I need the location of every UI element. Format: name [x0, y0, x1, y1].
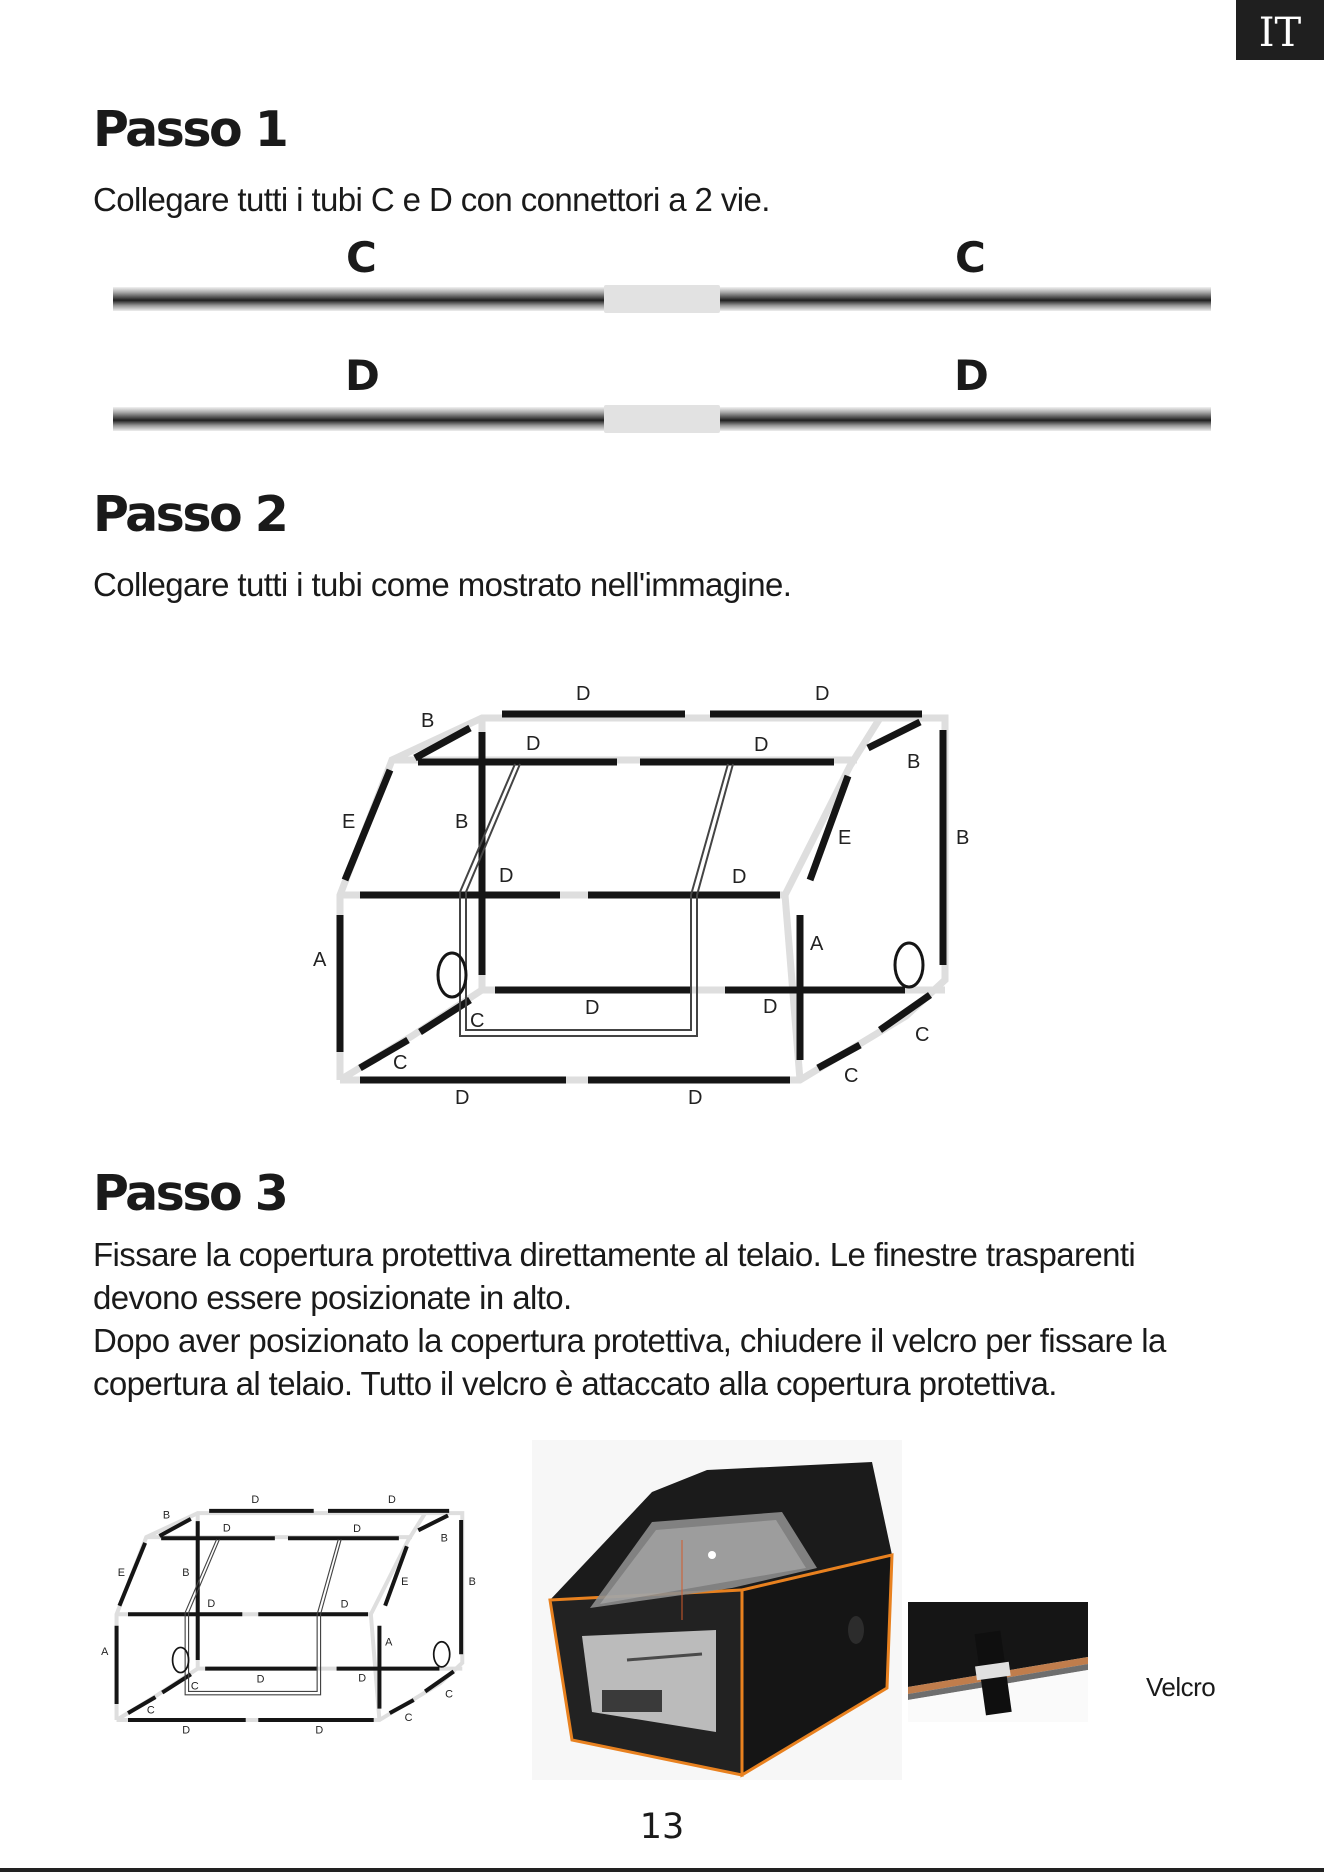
- diagram-label-c: C: [393, 1052, 408, 1074]
- diagram-label-d: D: [763, 996, 778, 1018]
- bottom-rule: [0, 1868, 1324, 1872]
- tube-label-c-right: C: [955, 233, 986, 282]
- diagram-label-c: C: [146, 1704, 155, 1717]
- diagram-label-d: D: [340, 1598, 349, 1611]
- language-badge: IT: [1236, 0, 1324, 60]
- step3-text-line: Fissare la copertura protettiva direttamente al telaio. Le finestre trasparenti: [93, 1236, 1136, 1273]
- frame-diagram-small: [88, 1490, 488, 1750]
- velcro-closeup-photo: [908, 1602, 1088, 1722]
- diagram-label-d: D: [207, 1597, 216, 1610]
- diagram-label-d: D: [455, 1087, 470, 1109]
- step3-text-line: Dopo aver posizionato la copertura protettiva, chiudere il velcro per fissare la: [93, 1322, 1166, 1359]
- diagram-label-d: D: [251, 1493, 260, 1506]
- tube-label-d-left: D: [345, 351, 380, 400]
- diagram-label-d: D: [358, 1672, 367, 1685]
- diagram-label-e: E: [838, 827, 852, 849]
- diagram-label-c: C: [445, 1688, 453, 1701]
- step1-title: Passo 1: [93, 101, 287, 158]
- diagram-label-d: D: [387, 1493, 396, 1506]
- enclosure-photo: [532, 1440, 902, 1780]
- diagram-label-c: C: [844, 1065, 859, 1087]
- tube-label-c-left: C: [346, 233, 377, 282]
- diagram-label-b: B: [440, 1532, 448, 1545]
- diagram-label-a: A: [810, 933, 824, 955]
- step3-title: Passo 3: [93, 1165, 287, 1222]
- diagram-label-c: C: [470, 1010, 485, 1032]
- diagram-label-b: B: [455, 811, 469, 833]
- diagram-label-e: E: [342, 811, 356, 833]
- velcro-label: Velcro: [1146, 1672, 1216, 1702]
- diagram-label-d: D: [222, 1522, 231, 1535]
- diagram-label-d: D: [499, 865, 514, 887]
- diagram-label-b: B: [421, 710, 435, 732]
- diagram-label-d: D: [688, 1087, 703, 1109]
- diagram-label-d: D: [732, 866, 747, 888]
- diagram-label-d: D: [576, 683, 591, 705]
- diagram-label-a: A: [101, 1645, 109, 1658]
- diagram-label-d: D: [815, 683, 830, 705]
- diagram-label-b: B: [182, 1567, 190, 1579]
- diagram-label-e: E: [401, 1576, 409, 1589]
- step2-text-line: Collegare tutti i tubi come mostrato nell'immagine.: [93, 566, 792, 603]
- diagram-label-b: B: [162, 1509, 171, 1522]
- step1-text-line: Collegare tutti i tubi C e D con connettori a 2 vie.: [93, 181, 770, 218]
- diagram-label-c: C: [915, 1024, 930, 1046]
- step3-text: [93, 1233, 1166, 1405]
- diagram-label-d: D: [315, 1724, 324, 1737]
- diagram-label-c: C: [404, 1712, 413, 1725]
- diagram-label-c: C: [190, 1680, 199, 1693]
- tube-label-d-right: D: [954, 351, 989, 400]
- diagram-label-d: D: [182, 1724, 191, 1737]
- step3-text-line: copertura al telaio. Tutto il velcro è attaccato alla copertura protettiva.: [93, 1365, 1057, 1402]
- diagram-label-b: B: [907, 751, 921, 773]
- diagram-label-d: D: [256, 1673, 265, 1686]
- diagram-label-d: D: [526, 733, 541, 755]
- diagram-label-b: B: [468, 1576, 476, 1589]
- diagram-label-a: A: [385, 1636, 393, 1649]
- diagram-label-d: D: [754, 734, 769, 756]
- diagram-label-b: B: [956, 827, 970, 849]
- frame-structure: [340, 714, 945, 1080]
- page-number: 13: [639, 1807, 685, 1847]
- step3-text-line: devono essere posizionate in alto.: [93, 1279, 572, 1316]
- diagram-label-d: D: [353, 1523, 361, 1535]
- step2-title: Passo 2: [93, 486, 287, 543]
- diagram-label-e: E: [117, 1567, 125, 1579]
- diagram-label-d: D: [585, 997, 600, 1019]
- diagram-label-a: A: [313, 949, 327, 971]
